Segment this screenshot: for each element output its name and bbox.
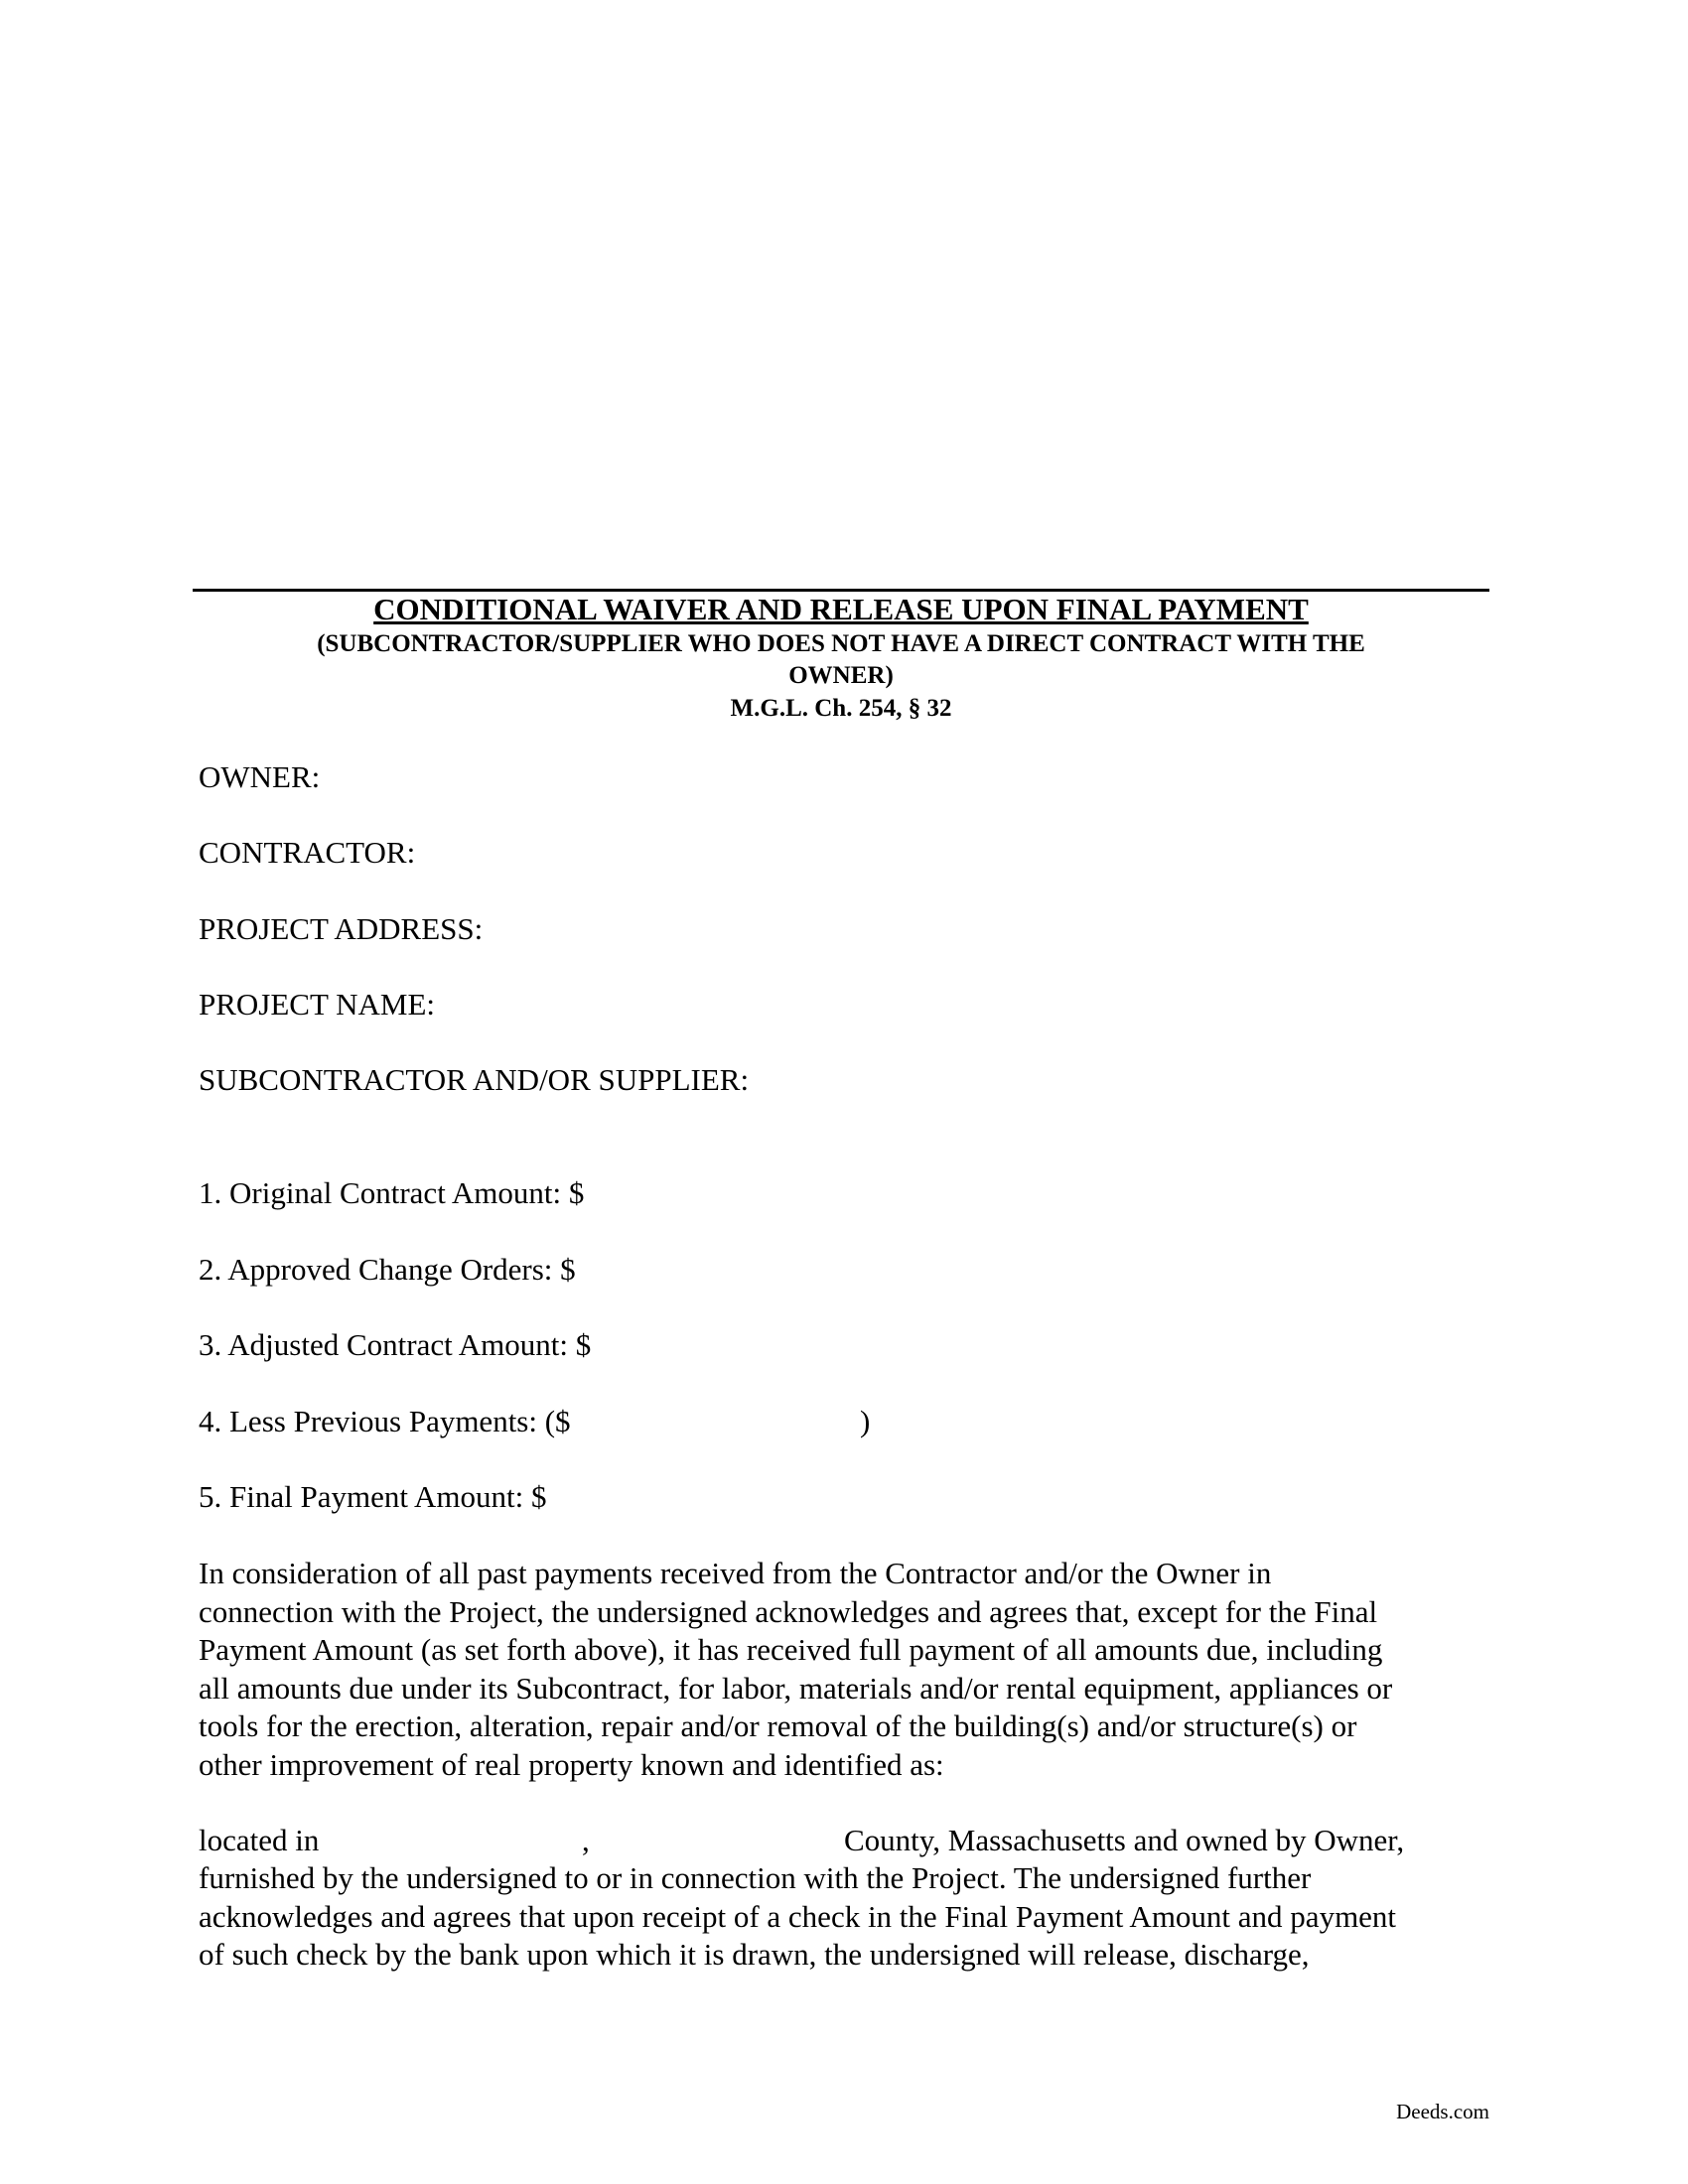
less-previous-payments: 4. Less Previous Payments: ($ <box>199 1404 571 1438</box>
paragraph-line: In consideration of all past payments received from the Contractor and/or the Owner in <box>199 1556 1272 1590</box>
document-title: CONDITIONAL WAIVER AND RELEASE UPON FINAL PAYMENT <box>373 592 1309 626</box>
owner-label: OWNER: <box>199 759 321 794</box>
document-header <box>193 591 1489 726</box>
contractor-label: CONTRACTOR: <box>199 835 416 870</box>
footer-brand: Deeds.com <box>1396 2100 1489 2123</box>
approved-change-orders: 2. Approved Change Orders: $ <box>199 1252 576 1287</box>
paragraph-line: Payment Amount (as set forth above), it has received full payment of all amounts due, including <box>199 1632 1383 1667</box>
release-paragraph <box>199 1859 1489 1975</box>
located-comma: , <box>582 1823 590 1857</box>
project-name-label: PROJECT NAME: <box>199 987 435 1022</box>
paragraph-line: connection with the Project, the undersigned acknowledges and agrees that, except for the Final <box>199 1593 1378 1629</box>
consideration-paragraph <box>199 1555 1489 1784</box>
original-contract-amount: 1. Original Contract Amount: $ <box>199 1175 585 1210</box>
less-previous-payments-close: ) <box>860 1404 871 1438</box>
subtitle-line-1: (SUBCONTRACTOR/SUPPLIER WHO DOES NOT HAVE A DIRECT CONTRACT WITH THE <box>317 630 1365 657</box>
adjusted-contract-amount: 3. Adjusted Contract Amount: $ <box>199 1327 592 1362</box>
county-text: County, Massachusetts and owned by Owner, <box>844 1823 1405 1857</box>
subcontractor-supplier-label: SUBCONTRACTOR AND/OR SUPPLIER: <box>199 1062 750 1097</box>
located-in-text: located in <box>199 1823 320 1857</box>
final-payment-amount: 5. Final Payment Amount: $ <box>199 1479 547 1514</box>
subtitle-line-2: OWNER) <box>788 662 894 689</box>
statute-reference: M.G.L. Ch. 254, § 32 <box>730 695 952 722</box>
paragraph-line: all amounts due under its Subcontract, for labor, materials and/or rental equipment, appliances or <box>199 1670 1393 1706</box>
paragraph-line: acknowledges and agrees that upon receipt of a check in the Final Payment Amount and payment <box>199 1898 1397 1934</box>
paragraph-line: other improvement of real property known and identified as: <box>199 1746 944 1782</box>
paragraph-line: tools for the erection, alteration, repair and/or removal of the building(s) and/or structure(s) or <box>199 1708 1357 1743</box>
paragraph-line: of such check by the bank upon which it is drawn, the undersigned will release, discharge, <box>199 1937 1310 1972</box>
document-subtitle <box>235 628 1447 692</box>
paragraph-line: furnished by the undersigned to or in connection with the Project. The undersigned further <box>199 1860 1312 1895</box>
project-address-label: PROJECT ADDRESS: <box>199 911 484 946</box>
